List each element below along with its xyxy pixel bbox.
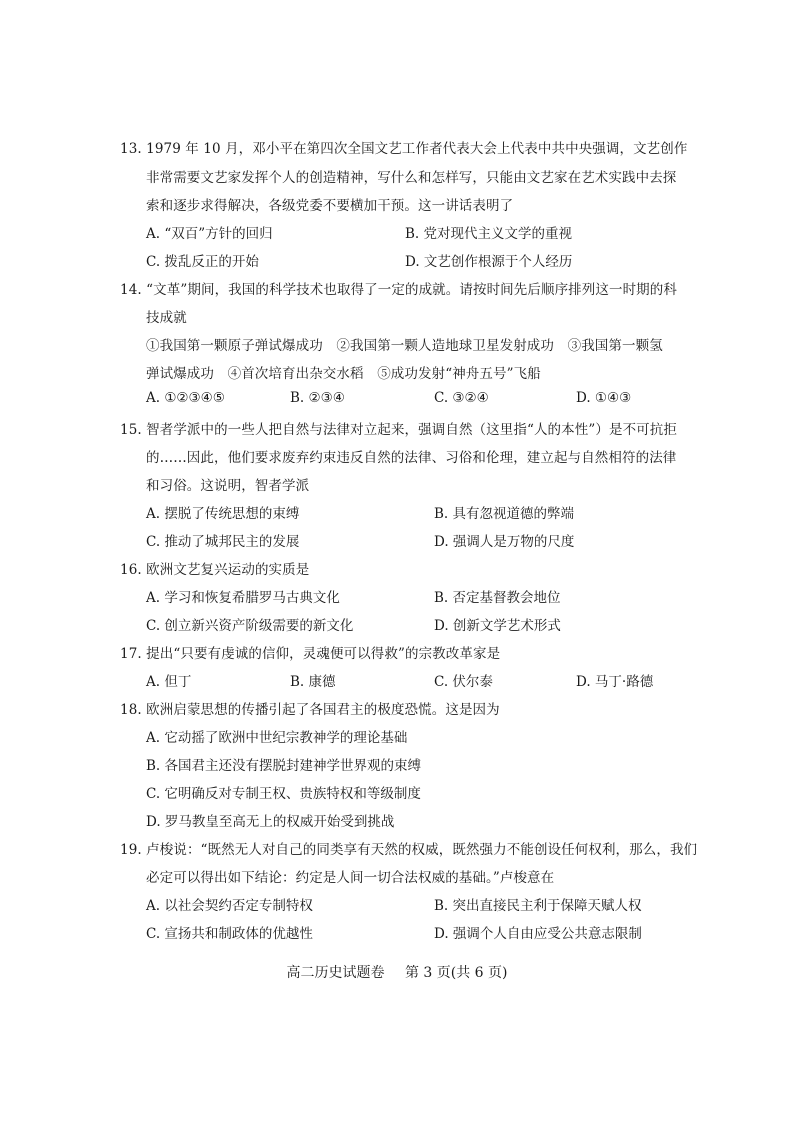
option-d: D. 文艺创作根源于个人经历 xyxy=(405,254,573,270)
option-c: C. 宣扬共和制政体的优越性 xyxy=(146,926,313,942)
option-a: A. 以社会契约否定专制特权 xyxy=(146,898,313,914)
option-d: D. 罗马教皇至高无上的权威开始受到挑战 xyxy=(146,814,395,830)
question-text-line: 15. 智者学派中的一些人把自然与法律对立起来，强调自然（这里指“人的本性”）是不可抗拒 xyxy=(120,422,677,438)
option-b: B. 各国君主还没有摆脱封建神学世界观的束缚 xyxy=(146,758,422,774)
question-text-line: 18. 欧洲启蒙思想的传播引起了各国君主的极度恐慌。这是因为 xyxy=(120,702,500,718)
exam-title: 高二历史试题卷 xyxy=(286,965,385,981)
option-a: A. 摆脱了传统思想的束缚 xyxy=(146,506,300,522)
option-d: D. 强调人是万物的尺度 xyxy=(434,534,575,550)
option-c: C. 拨乱反正的开始 xyxy=(146,254,259,270)
question-text-line: ①我国第一颗原子弹试爆成功 ②我国第一颗人造地球卫星发射成功 ③我国第一颗氢 xyxy=(146,338,663,354)
question-text-line: 19. 卢梭说：“既然无人对自己的同类享有天然的权威，既然强力不能创设任何权利，那么，我们 xyxy=(120,842,698,858)
question-text-line: 16. 欧洲文艺复兴运动的实质是 xyxy=(120,562,310,578)
option-a: A. ①②③④⑤ xyxy=(146,390,225,406)
question-text-line: 弹试爆成功 ④首次培育出杂交水稻 ⑤成功发射“神舟五号”飞船 xyxy=(146,366,541,382)
option-b: B. 党对现代主义文学的重视 xyxy=(405,226,573,242)
option-b: B. 具有忽视道德的弊端 xyxy=(434,506,575,522)
option-d: D. ①④③ xyxy=(576,390,632,406)
option-c: C. 创立新兴资产阶级需要的新文化 xyxy=(146,618,354,634)
option-b: B. 否定基督教会地位 xyxy=(434,590,561,606)
question-text-line: 13. 1979 年 10 月，邓小平在第四次全国文艺工作者代表大会上代表中共中央强调，文艺创作 xyxy=(120,141,688,157)
option-c: C. 它明确反对专制王权、贵族特权和等级制度 xyxy=(146,786,421,802)
question-text-line: 索和逐步求得解决，各级党委不要横加干预。这一讲话表明了 xyxy=(146,198,514,214)
option-a: A. 但丁 xyxy=(146,674,192,690)
option-d: D. 马丁·路德 xyxy=(576,674,654,690)
page-number: 第 3 页(共 6 页) xyxy=(404,965,508,981)
option-b: B. 突出直接民主利于保障天赋人权 xyxy=(434,898,642,914)
question-text-line: 和习俗。这说明，智者学派 xyxy=(146,478,310,494)
question-text-line: 14. “文革”期间，我国的科学技术也取得了一定的成就。请按时间先后顺序排列这一时期的科 xyxy=(120,282,677,298)
option-b: B. ②③④ xyxy=(290,390,345,406)
question-text-line: 非常需要文艺家发挥个人的创造精神，写什么和怎样写，只能由文艺家在艺术实践中去探 xyxy=(146,170,677,186)
option-d: D. 创新文学艺术形式 xyxy=(434,618,561,634)
question-text-line: 的……因此，他们要求废弃约束违反自然的法律、习俗和伦理，建立起与自然相符的法律 xyxy=(146,450,677,466)
option-c: C. ③②④ xyxy=(434,390,489,406)
option-a: A. 它动摇了欧洲中世纪宗教神学的理论基础 xyxy=(146,730,408,746)
page-footer xyxy=(0,962,794,982)
option-a: A. 学习和恢复希腊罗马古典文化 xyxy=(146,590,340,606)
option-c: C. 推动了城邦民主的发展 xyxy=(146,534,300,550)
question-text-line: 17. 提出“只要有虔诚的信仰，灵魂便可以得救”的宗教改革家是 xyxy=(120,646,501,662)
option-a: A. “双百”方针的回归 xyxy=(146,226,273,242)
option-b: B. 康德 xyxy=(290,674,336,690)
option-c: C. 伏尔泰 xyxy=(434,674,493,690)
question-text-line: 必定可以得出如下结论：约定是人间一切合法权威的基础。”卢梭意在 xyxy=(146,870,555,886)
question-text-line: 技成就 xyxy=(146,310,187,326)
option-d: D. 强调个人自由应受公共意志限制 xyxy=(434,926,642,942)
